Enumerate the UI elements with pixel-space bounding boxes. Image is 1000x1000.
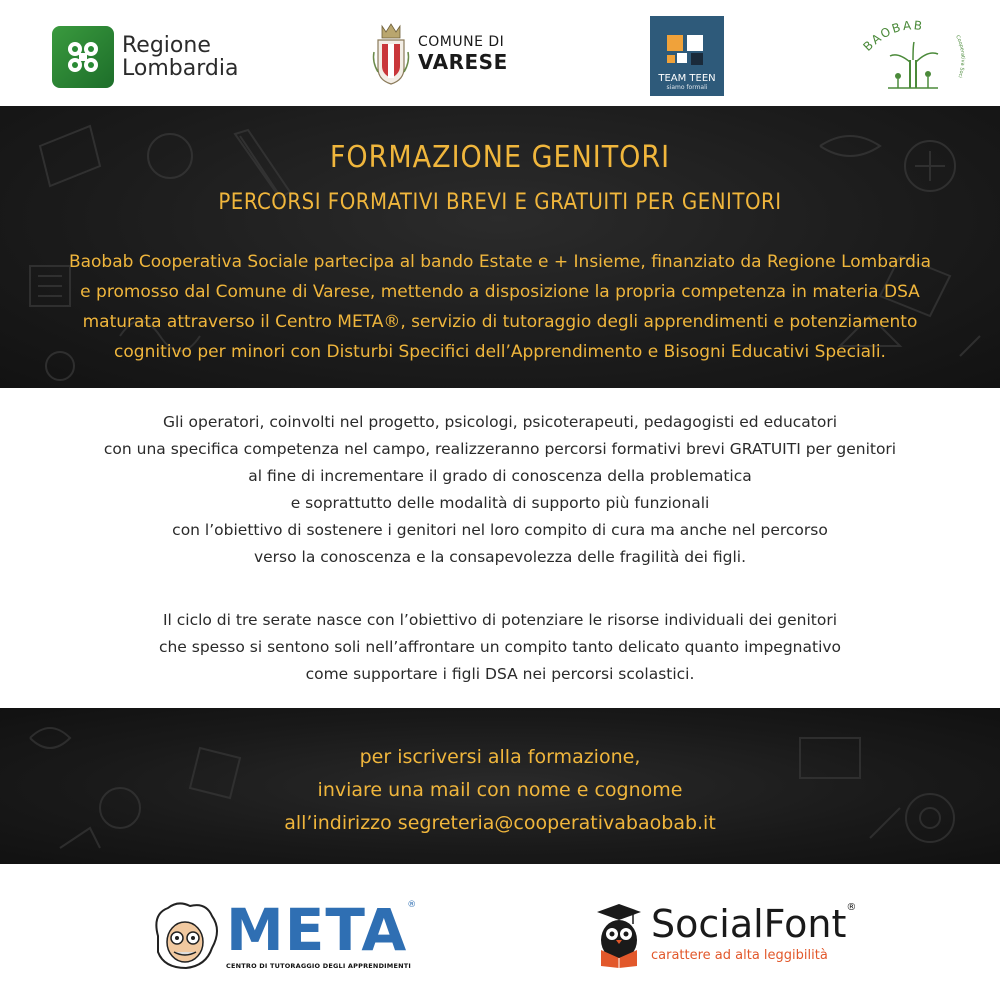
cta-line2: inviare una mail con nome e cognome — [317, 779, 683, 801]
page-title: FORMAZIONE GENITORI — [329, 140, 671, 175]
regione-lombardia-logo — [52, 26, 238, 88]
socialfont-word: SocialFont — [651, 902, 847, 946]
body-line: con una specifica competenza nel campo, realizzeranno percorsi formativi brevi GRATUITI per genitori — [103, 440, 897, 458]
baobab-name: BAOBAB — [860, 18, 925, 54]
cta-line1: per iscriversi alla formazione, — [359, 746, 641, 768]
body-paragraph-2 — [20, 607, 980, 688]
team-teen-name: TEAM TEEN — [658, 73, 716, 84]
meta-mascot-icon — [148, 900, 222, 972]
intro-line: e promosso dal Comune di Varese, mettendo a disposizione la propria competenza in materia DSA — [80, 282, 920, 302]
intro-line: cognitivo per minori con Disturbi Specifici dell’Apprendimento e Bisogni Educativi Speciali. — [114, 342, 886, 362]
socialfont-registered: ® — [846, 902, 857, 913]
body-line: al fine di incrementare il grado di conoscenza della problematica — [248, 467, 752, 485]
body-line: Gli operatori, coinvolti nel progetto, psicologi, psicoterapeuti, pedagogisti ed educatori — [162, 413, 838, 431]
regione-rose-icon — [52, 26, 114, 88]
svg-text:BAOBAB — [860, 18, 924, 54]
meta-word: META — [226, 896, 408, 964]
comune-varese-logo — [370, 22, 508, 86]
comune-line2: VARESE — [418, 50, 508, 74]
cta-line3: all’indirizzo segreteria@cooperativabaobab.it — [284, 812, 716, 834]
intro-line: Baobab Cooperativa Sociale partecipa al bando Estate e + Insieme, finanziato da Regione Lombardia — [68, 252, 932, 272]
team-teen-squares-icon — [665, 33, 709, 69]
cta-text — [0, 741, 1000, 840]
regione-line1: Regione — [122, 33, 211, 58]
team-teen-logo — [650, 16, 724, 96]
intro-text — [10, 247, 990, 367]
body-line: verso la conoscenza e la consapevolezza delle fragilità dei figli. — [253, 548, 747, 566]
body-paragraph-1 — [20, 409, 980, 571]
baobab-subtitle: Cooperativa Soci — [954, 34, 966, 79]
intro-line: maturata attraverso il Centro META®, servizio di tutoraggio degli apprendimenti e potenziamento — [82, 312, 918, 332]
baobab-logo — [858, 16, 968, 94]
body-line: che spesso si sentono soli nell’affrontare un compito tanto delicato quanto impegnativo — [158, 638, 842, 656]
team-teen-tagline: siamo formali — [666, 84, 708, 91]
meta-registered: ® — [407, 900, 417, 910]
baobab-tree-icon — [858, 16, 968, 94]
logo-bar — [0, 0, 1000, 106]
varese-crest-icon — [370, 22, 412, 86]
regione-line2: Lombardia — [122, 56, 239, 81]
socialfont-tagline: carattere ad alta leggibilità — [651, 948, 828, 963]
socialfont-owl-icon — [593, 902, 645, 970]
page-subtitle: PERCORSI FORMATIVI BREVI E GRATUITI PER GENITORI — [218, 190, 782, 215]
comune-line1: COMUNE DI — [418, 34, 505, 50]
meta-subtitle: CENTRO DI TUTORAGGIO DEGLI APPRENDIMENTI — [226, 962, 411, 970]
body-line: con l’obiettivo di sostenere i genitori nel loro compito di cura ma anche nel percorso — [172, 521, 828, 539]
body-line: Il ciclo di tre serate nasce con l’obiettivo di potenziare le risorse individuali dei genitori — [162, 611, 838, 629]
body-line: e soprattutto delle modalità di supporto più funzionali — [290, 494, 710, 512]
body-line: come supportare i figli DSA nei percorsi scolastici. — [305, 665, 695, 683]
